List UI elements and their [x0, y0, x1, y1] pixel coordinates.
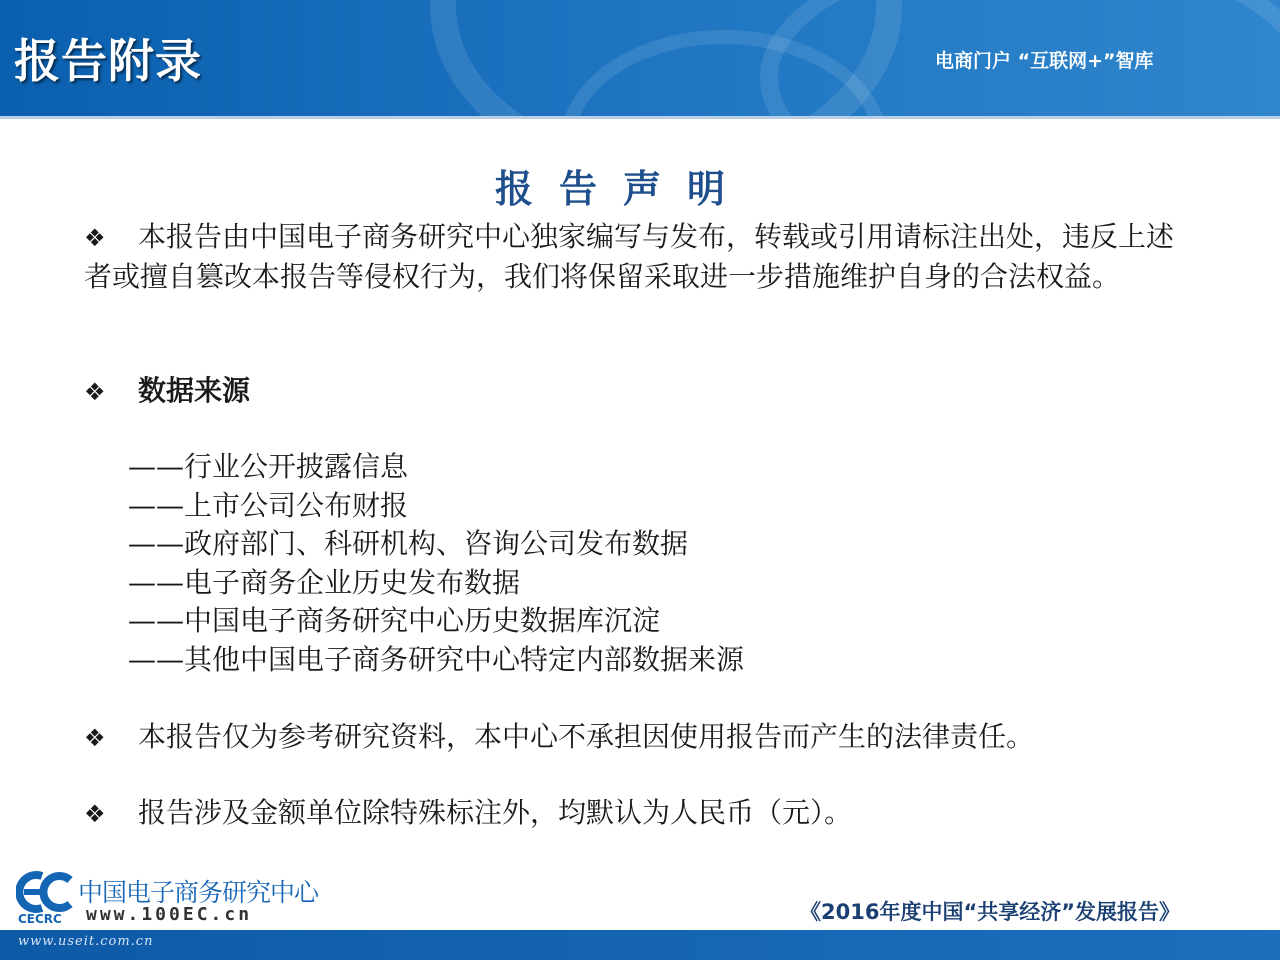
list-item: ——中国电子商务研究中心历史数据库沉淀: [128, 604, 661, 637]
footer-bar: [0, 930, 1280, 960]
list-item: ——上市公司公布财报: [128, 488, 409, 522]
header-tagline: 电商门户 “互联网+”智库: [935, 50, 1154, 72]
header-banner: [0, 0, 1280, 116]
statement-text: 本报告由中国电子商务研究中心独家编写与发布，转载或引用请标注出处，违反上述者或擅自篡改本报告等侵权行为，我们将保留采取进一步措施维护自身的合法权益。: [84, 220, 1175, 293]
header-divider: [0, 116, 1280, 119]
disclaimer-paragraph: [84, 718, 1194, 758]
currency-note-text: 报告涉及金额单位除特殊标注外，均默认为人民币（元）。: [138, 796, 853, 829]
currency-note-paragraph: [84, 794, 1194, 834]
diamond-bullet-icon: ❖: [84, 724, 106, 752]
logo-name: 中国电子商务研究中心: [78, 878, 319, 907]
list-item: ——政府部门、科研机构、咨询公司发布数据: [128, 527, 689, 560]
watermark-url: www.useit.com.cn: [18, 934, 154, 949]
diamond-bullet-icon: ❖: [84, 224, 106, 252]
statement-paragraph: [84, 218, 1194, 296]
list-item: ——其他中国电子商务研究中心特定内部数据来源: [128, 642, 745, 676]
page-heading: 报告声明: [494, 167, 751, 211]
ec-logo-icon: [16, 870, 74, 914]
list-item: ——行业公开披露信息: [128, 450, 409, 483]
report-title: 《2016年度中国“共享经济”发展报告》: [800, 900, 1181, 924]
data-sources-heading: [84, 372, 1194, 412]
list-item: ——电子商务企业历史发布数据: [128, 565, 521, 599]
diamond-bullet-icon: ❖: [84, 378, 106, 406]
data-sources-list: [128, 448, 744, 679]
data-sources-title: 数据来源: [138, 374, 251, 407]
logo-abbreviation: CECRC: [18, 912, 62, 926]
logo-website: www.100EC.cn: [86, 904, 253, 925]
slide-title: 报告附录: [14, 34, 202, 88]
cecrc-logo: [16, 868, 319, 928]
disclaimer-text: 本报告仅为参考研究资料，本中心不承担因使用报告而产生的法律责任。: [138, 720, 1035, 753]
diamond-bullet-icon: ❖: [84, 800, 106, 828]
